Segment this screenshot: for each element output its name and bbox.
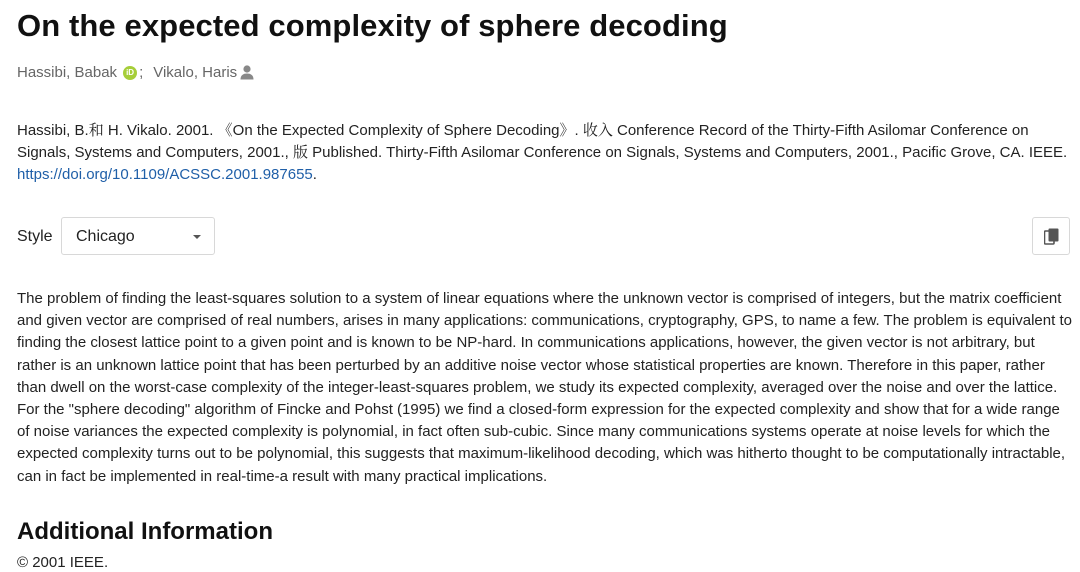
citation-body: Hassibi, B.和 H. Vikalo. 2001. 《On the Expected Complexity of Sphere Decoding》. 收入 Conference Record of the Thirty-Fifth Asilomar Conference on Signals, Systems and Computers, 2001., 版 Published. Thirty-Fifth Asilomar Conference on Signals, Systems and Computers, 2001., Pacific Grove, CA. IEEE. xyxy=(17,122,1068,161)
style-select[interactable] xyxy=(61,217,215,255)
style-select-value: Chicago xyxy=(76,228,135,245)
citation-style-row xyxy=(17,217,1070,257)
doi-link[interactable]: https://doi.org/10.1109/ACSSC.2001.987655 xyxy=(17,166,313,183)
page-title: On the expected complexity of sphere decoding xyxy=(17,8,728,43)
orcid-icon[interactable]: iD xyxy=(123,66,137,80)
style-label: Style xyxy=(17,228,53,245)
citation-text xyxy=(17,120,1069,186)
abstract-text: The problem of finding the least-squares solution to a system of linear equations where the unknown vector is comprised of integers, but the matrix coefficient and given vector are comprised of real numbers, arises in many applications: communications, cryptography, GPS, to name a few. The problem is equivalent to finding the closest lattice point to a given point and is known to be NP-hard. In communications applications, however, the given vector is not arbitrary, but rather is an unknown lattice point that has been perturbed by an additive noise vector whose statistical properties are known. Therefore in this paper, rather than dwell on the worst-case complexity of the integer-least-squares problem, we study its expected complexity, averaged over the noise and over the lattice. For the "sphere decoding" algorithm of Fincke and Pohst (1995) we find a closed-form expression for the expected complexity and show that for a wide range of noise variances the expected complexity is polynomial, in fact often sub-cubic. Since many communications systems operate at noise levels for which the expected complexity turns out to be polynomial, this suggests that maximum-likelihood decoding, which was hitherto thought to be computationally intractable, can in fact be implemented in real-time-a result with many practical implications. xyxy=(17,290,1072,485)
copyright-text: © 2001 IEEE. xyxy=(17,554,109,571)
additional-information-heading: Additional Information xyxy=(17,518,273,545)
author-separator: ; xyxy=(139,64,144,81)
copy-icon xyxy=(1044,228,1060,246)
caret-down-icon xyxy=(193,235,201,239)
person-icon xyxy=(239,64,255,80)
copy-citation-button[interactable] xyxy=(1032,217,1070,255)
author-list xyxy=(17,64,255,81)
author-name-hassibi[interactable]: Hassibi, Babak xyxy=(17,64,118,81)
citation-trailing: . xyxy=(312,166,317,183)
author-name-vikalo[interactable]: Vikalo, Haris xyxy=(153,64,238,81)
